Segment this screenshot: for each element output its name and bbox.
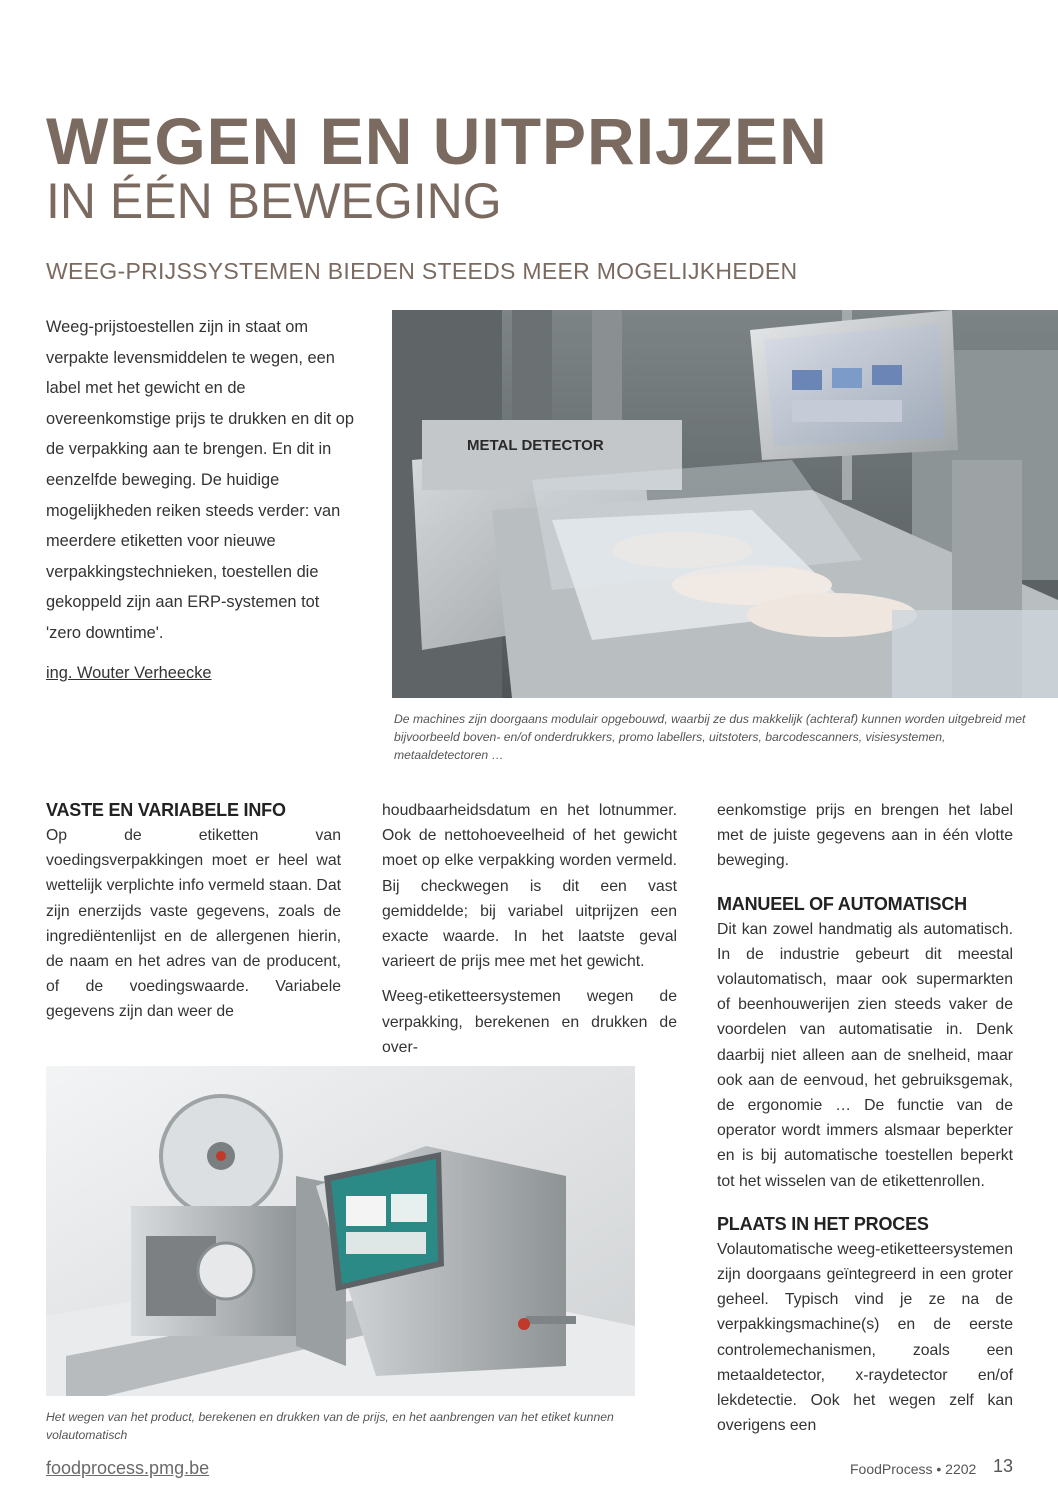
article-title: WEGEN EN UITPRIJZEN xyxy=(46,104,828,178)
intro-paragraph: Weeg-prijstoestellen zijn in staat om verpakte levensmiddelen te wegen, een label met het gewicht en de overeenkomstige prijs te drukken en dit op de verpakking aan te brengen. En dit in eenzelfde beweging. De huidige mogelijkheden reiken steeds verder: van meerdere etiketten voor nieuwe verpakkingstechnieken, toestellen die gekoppeld zijn aan ERP-systemen tot 'zero downtime'. xyxy=(46,318,354,642)
metal-detector-sign: METAL DETECTOR xyxy=(467,437,604,454)
article-title-second-line: IN ÉÉN BEWEGING xyxy=(46,173,502,229)
body-paragraph: Op de etiketten van voedingsverpakkingen moet er heel wat wettelijk verplichte info vermeld staan. Dat zijn enerzijds vaste gegevens, zoals de ingrediëntenlijst en de allergenen hierin, de naam en het adres van de producent, of de voedingswaarde. Variabele gegevens zijn dan weer de xyxy=(46,827,342,1021)
body-paragraph: Weeg-etiketteersystemen wegen de verpakking, berekenen en drukken de over- xyxy=(382,988,677,1056)
body-paragraph: Dit kan zowel handmatig als automatisch. In de industrie gebeurt dit meestal volautomatisch, maar ook supermarkten of beenhouwerijen zien steeds vaker de voordelen van automatisatie in. Denk daarbij niet alleen aan de snelheid, maar ook aan de eenvoud, het gebruiksgemak, de ergonomie … De functie van de operator wordt immers alsmaar beperkter en is bij automatische toestellen beperkt tot het wisselen van de etikettenrollen. xyxy=(717,920,1013,1190)
article-column-1 xyxy=(46,798,341,1025)
article-subtitle: WEEG-PRIJSSYSTEMEN BIEDEN STEEDS MEER MOGELIJKHEDEN xyxy=(46,258,798,284)
body-paragraph: houdbaarheidsdatum en het lotnummer. Ook de nettohoeveelheid of het gewicht moet op elke verpakking worden vermeld. Bij checkwegen is dit een vast gemiddelde; bij variabel uitprijzen een exacte waarde. In het laatste geval varieert de prijs mee met het gewicht. xyxy=(382,802,677,971)
footer-website-link[interactable]: foodprocess.pmg.be xyxy=(46,1458,210,1478)
section-heading: MANUEEL OF AUTOMATISCH xyxy=(717,893,967,914)
article-column-3 xyxy=(717,798,1013,1438)
weigh-labeller-illustration xyxy=(46,1066,635,1396)
photo-caption: Het wegen van het product, berekenen en drukken van de prijs, en het aanbrengen van het etiket kunnen volautomatisch xyxy=(46,1410,614,1442)
weigh-labeller-photo xyxy=(46,1066,635,1396)
author-link[interactable]: ing. Wouter Verheecke xyxy=(46,664,212,682)
photo-caption: De machines zijn doorgaans modulair opgebouwd, waarbij ze dus makkelijk (achteraf) kunnen worden uitgebreid met bijvoorbeeld boven- en/of onderdrukkers, promo labellers, uitstoters, barcodescanners, visiesystemen, metaaldetectoren … xyxy=(394,712,1026,762)
article-column-2 xyxy=(382,798,677,1060)
footer-issue: FoodProcess • 2202 xyxy=(850,1461,977,1477)
body-paragraph: Volautomatische weeg-etiketteersystemen zijn doorgaans geïntegreerd in een groter geheel. Typisch vind je ze na de verpakkingsmachine(s) en de eerste controlemechanismen, zoals een metaaldetector, x-raydetector en/of lekdetectie. Ook het wegen zelf kan overigens een xyxy=(717,1240,1013,1435)
section-heading: PLAATS IN HET PROCES xyxy=(717,1213,929,1234)
section-heading: VASTE EN VARIABELE INFO xyxy=(46,800,286,820)
page-number: 13 xyxy=(993,1456,1014,1476)
body-paragraph: eenkomstige prijs en brengen het label met de juiste gegevens aan in één vlotte beweging. xyxy=(717,802,1013,870)
metal-detector-photo xyxy=(392,310,1058,698)
metal-detector-illustration xyxy=(392,310,1058,698)
